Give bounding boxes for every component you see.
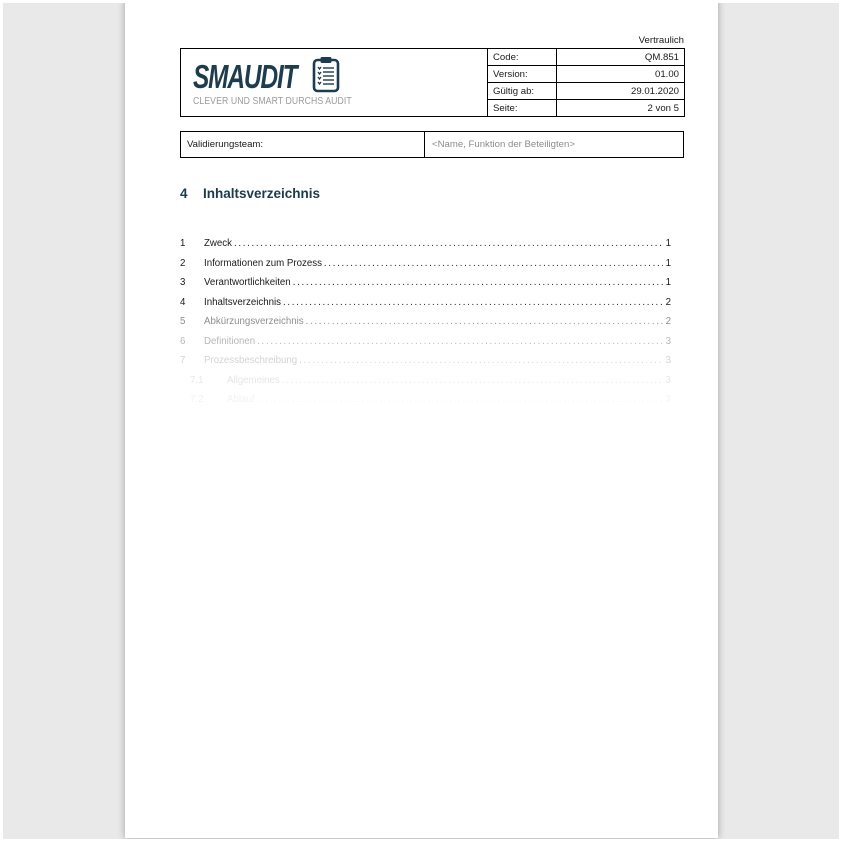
toc-entry-page: 1 <box>665 257 671 269</box>
meta-label-version: Version: <box>488 66 557 83</box>
toc-entry-page: 3 <box>665 355 671 366</box>
toc-dot-leader <box>324 254 663 274</box>
toc-entry-title: Inhaltsverzeichnis <box>204 296 281 308</box>
validation-team-label: Validierungsteam: <box>181 132 425 157</box>
toc-entry-page: 3 <box>665 394 671 405</box>
toc-entry-number: 3 <box>180 277 186 288</box>
meta-value-code: QM.851 <box>557 49 685 66</box>
toc-dot-leader <box>257 332 662 352</box>
toc-entry[interactable] <box>180 234 671 254</box>
toc-entry-title: Zweck <box>204 238 232 249</box>
toc-entry-page: 1 <box>665 238 671 249</box>
toc-entry-number: 7 <box>180 355 186 366</box>
document-page <box>125 0 718 838</box>
toc-dot-leader <box>299 351 662 371</box>
toc-entry-number: 2 <box>180 257 186 269</box>
toc-entry-number: 1 <box>180 238 186 249</box>
toc-entry[interactable] <box>180 293 671 313</box>
toc-heading <box>180 186 320 201</box>
toc-entry-title: Abkürzungsverzeichnis <box>204 316 304 327</box>
meta-label-code: Code: <box>488 49 557 66</box>
toc-entry-page: 3 <box>665 374 671 386</box>
toc-dot-leader <box>282 371 663 391</box>
brand-name: SMAUDIT <box>193 57 297 95</box>
toc-entry[interactable] <box>180 371 671 391</box>
toc-dot-leader <box>283 293 663 313</box>
toc-entry-page: 2 <box>665 316 671 327</box>
smaudit-logo <box>193 53 487 113</box>
validation-team-field[interactable]: <Name, Funktion der Beteiligten> <box>432 139 575 150</box>
toc-entry-title: Ablauf <box>227 394 255 405</box>
toc-list <box>180 234 671 410</box>
meta-label-page: Seite: <box>488 100 557 117</box>
toc-heading-number: 4 <box>180 186 188 201</box>
toc-entry-number: 4 <box>180 296 186 308</box>
logo-cell <box>181 49 488 117</box>
meta-value-valid-from: 29.01.2020 <box>557 83 685 100</box>
toc-entry[interactable] <box>180 273 671 293</box>
toc-entry-title: Informationen zum Prozess <box>204 257 322 269</box>
toc-entry-title: Definitionen <box>204 335 256 347</box>
toc-entry-number: 7.2 <box>190 394 204 405</box>
toc-entry-title: Allgemeines <box>227 374 280 386</box>
toc-entry[interactable] <box>180 254 671 274</box>
toc-entry[interactable] <box>180 312 671 332</box>
meta-value-version: 01.00 <box>557 66 685 83</box>
toc-entry-number: 5 <box>180 316 186 327</box>
toc-heading-title: Inhaltsverzeichnis <box>203 186 321 201</box>
brand-tagline: CLEVER UND SMART DURCHS AUDIT <box>193 95 352 107</box>
toc-dot-leader <box>306 312 663 332</box>
toc-dot-leader <box>234 234 663 254</box>
toc-entry[interactable] <box>180 351 671 371</box>
toc-dot-leader <box>256 390 662 410</box>
meta-value-page: 2 von 5 <box>557 100 685 117</box>
clipboard-icon <box>311 56 341 97</box>
toc-entry[interactable] <box>180 332 671 352</box>
meta-label-valid-from: Gültig ab: <box>488 83 557 100</box>
table-row <box>181 49 685 66</box>
toc-entry-number: 7.1 <box>190 374 204 386</box>
toc-entry-number: 6 <box>180 335 186 347</box>
toc-dot-leader <box>293 273 663 293</box>
document-header-table <box>180 48 685 117</box>
toc-entry-page: 3 <box>665 335 671 347</box>
toc-entry-title: Verantwortlichkeiten <box>204 277 291 288</box>
confidential-label: Vertraulich <box>638 35 684 46</box>
toc-entry[interactable] <box>180 390 671 410</box>
validation-team-box <box>180 131 684 158</box>
toc-entry-page: 2 <box>665 296 671 308</box>
toc-entry-title: Prozessbeschreibung <box>204 355 298 366</box>
toc-entry-page: 1 <box>665 277 671 288</box>
